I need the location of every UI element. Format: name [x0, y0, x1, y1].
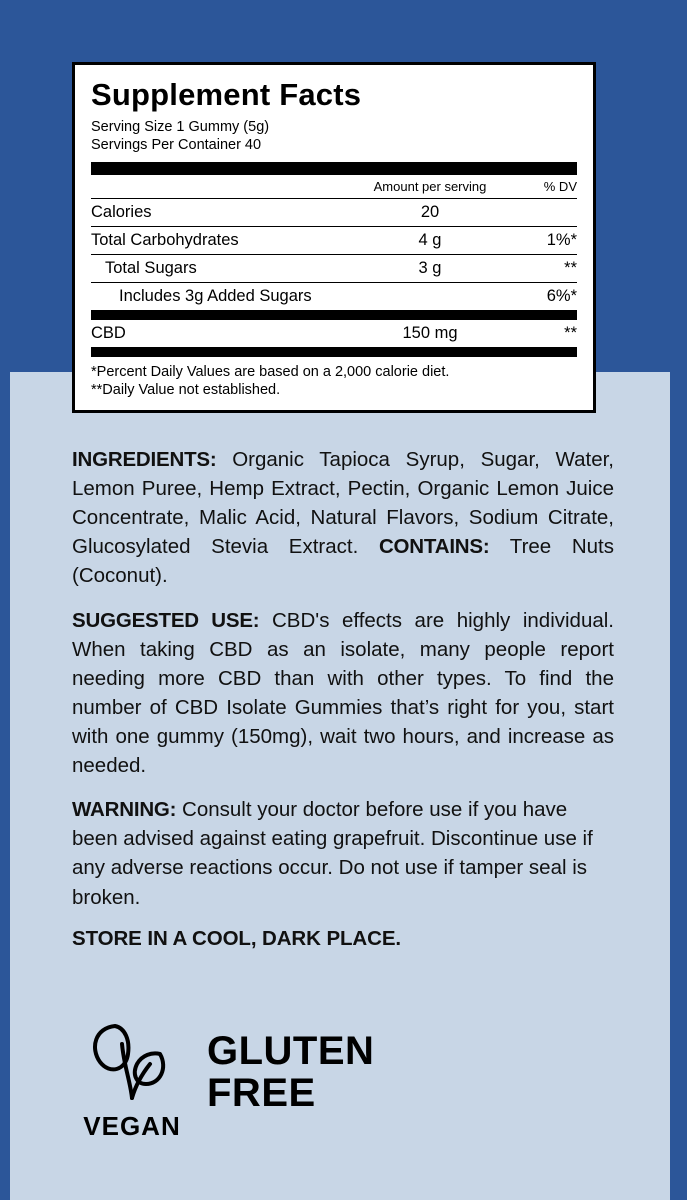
footnote-percent-daily-value: *Percent Daily Values are based on a 2,000 calorie diet. — [91, 363, 450, 380]
row-dv-total-carbohydrates: 1%* — [505, 226, 577, 254]
row-dv-calories — [505, 198, 577, 226]
header-amount-per-serving: Amount per serving — [355, 175, 505, 199]
leaf-sprout-icon — [82, 1018, 182, 1104]
gluten-free-line1: GLUTEN — [207, 1029, 375, 1073]
row-dv-added-sugars: 6%* — [546, 286, 577, 305]
table-row — [91, 198, 577, 226]
row-name-total-carbohydrates: Total Carbohydrates — [91, 226, 355, 254]
row-amount-total-sugars: 3 g — [355, 254, 505, 282]
warning-text: Consult your doctor before use if you have been advised against eating grapefruit. Discontinue use if any adverse reactions occur. Do not use if tamper seal is broken. — [72, 798, 593, 909]
vegan-badge — [72, 1018, 192, 1142]
supplement-facts-title: Supplement Facts — [91, 77, 362, 112]
row-name-calories: Calories — [91, 198, 355, 226]
warning-label: WARNING: — [72, 798, 177, 822]
certification-badges — [72, 1018, 472, 1148]
footnote-daily-value-not-established: **Daily Value not established. — [91, 382, 281, 399]
supplement-facts-table — [91, 175, 577, 310]
warning-paragraph — [72, 795, 614, 911]
vegan-label: VEGAN — [83, 1111, 181, 1141]
row-amount-calories: 20 — [355, 198, 505, 226]
row-name-cbd: CBD — [91, 323, 126, 342]
row-amount-total-carbohydrates: 4 g — [355, 226, 505, 254]
suggested-use-label: SUGGESTED USE: — [72, 608, 260, 632]
row-amount-added-sugars — [355, 282, 505, 310]
suggested-use-paragraph — [72, 606, 614, 781]
row-dv-total-sugars: ** — [505, 254, 577, 282]
divider-thick-middle — [91, 310, 577, 320]
table-row — [91, 226, 577, 254]
contains-text: Tree Nuts (Coconut). — [72, 535, 615, 588]
cbd-table — [91, 320, 577, 347]
divider-thick-top — [91, 162, 577, 175]
gluten-free-badge — [207, 1030, 374, 1114]
table-header-row — [91, 175, 577, 199]
table-row — [91, 320, 577, 347]
contains-label: CONTAINS: — [378, 535, 490, 559]
background-right-strip — [670, 0, 687, 1200]
suggested-use-text: CBD's effects are highly individual. When taking CBD as an isolate, many people report needing more CBD than with other types. To find the number of CBD Isolate Gummies that’s right for you, start with one gummy (150mg), wait two hours, and increase as needed. — [72, 608, 615, 778]
divider-thick-bottom — [91, 347, 577, 357]
header-percent-dv: % DV — [505, 175, 577, 199]
serving-size: Serving Size 1 Gummy (5g) — [91, 118, 270, 135]
supplement-facts-panel — [72, 62, 596, 413]
background-left-strip — [0, 0, 10, 1200]
row-amount-cbd: 150 mg — [402, 323, 458, 342]
servings-per-container: Servings Per Container 40 — [91, 137, 262, 154]
label-body-text — [72, 445, 614, 951]
ingredients-label: INGREDIENTS: — [72, 448, 217, 471]
ingredients-paragraph — [72, 445, 614, 591]
row-name-total-sugars: Total Sugars — [91, 254, 355, 282]
table-row — [91, 282, 577, 310]
row-name-added-sugars: Includes 3g Added Sugars — [119, 286, 312, 305]
storage-instructions: STORE IN A COOL, DARK PLACE. — [72, 926, 402, 950]
table-row — [91, 254, 577, 282]
ingredients-text: Organic Tapioca Syrup, Sugar, Water, Lemon Puree, Hemp Extract, Pectin, Organic Lemon Juice Concentrate, Malic Acid, Natural Flavors, Sodium Citrate, Glucosylated Stevia Extract. — [72, 448, 614, 559]
row-dv-cbd: ** — [564, 323, 577, 342]
header-blank — [91, 175, 355, 199]
gluten-free-line2: FREE — [207, 1071, 316, 1115]
